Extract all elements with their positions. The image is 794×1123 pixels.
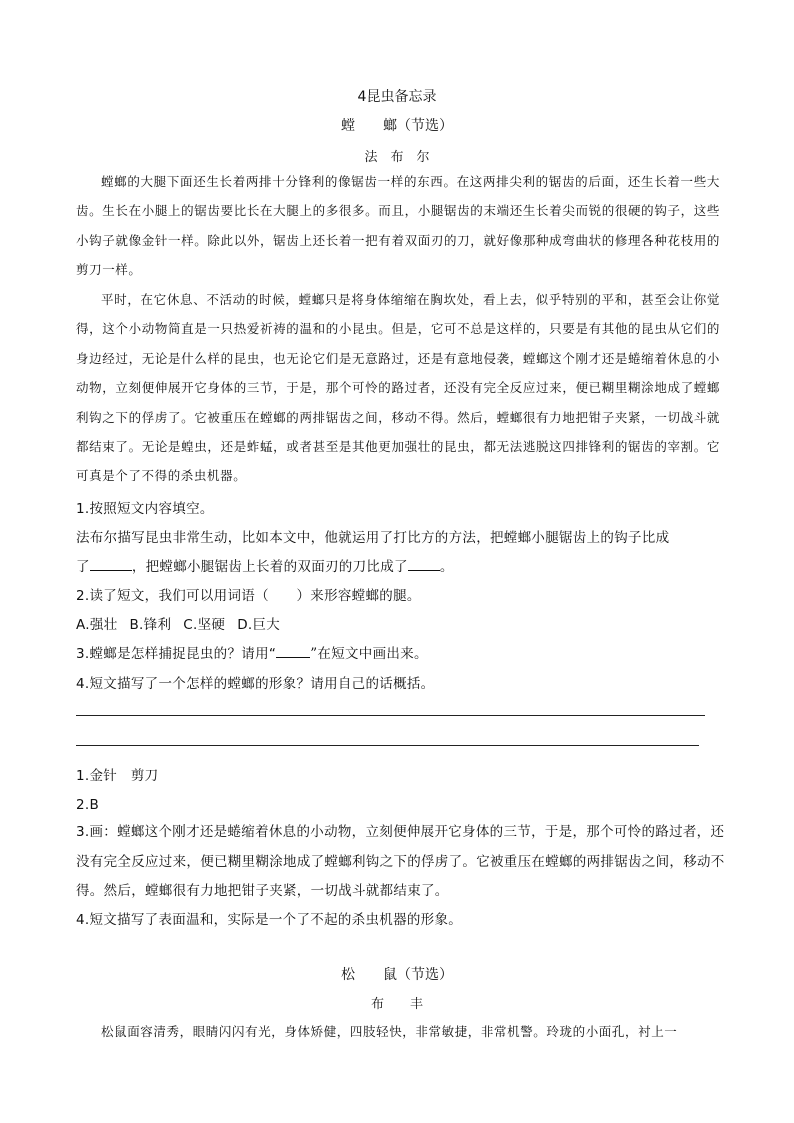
option-b[interactable]: B.锋利 bbox=[129, 617, 172, 633]
lesson-title: 4昆虫备忘录 bbox=[357, 89, 437, 105]
answer-4: 4.短文描写了表面温和，实际是一个了不起的杀虫机器的形象。 bbox=[76, 912, 463, 928]
question-3 bbox=[76, 642, 720, 662]
next-article-paragraph: 松鼠面容清秀，眼睛闪闪有光，身体矫健，四肢轻快，非常敏捷，非常机警。玲珑的小面孔，衬上一 bbox=[101, 1024, 678, 1039]
option-a[interactable]: A.强壮 bbox=[76, 617, 118, 633]
next-article-title: 松 鼠（节选） bbox=[341, 967, 453, 983]
question-2-options bbox=[76, 613, 720, 633]
article-author: 法 布 尔 bbox=[364, 150, 430, 165]
question-1-part-a: 了 bbox=[76, 559, 90, 575]
answer-2: 2.B bbox=[76, 797, 100, 813]
underline-sample bbox=[276, 643, 310, 658]
question-1-part-c: 。 bbox=[439, 559, 454, 575]
article-paragraph-1: 螳螂的大腿下面还生长着两排十分锋利的像锯齿一样的东西。在这两排尖利的锯齿的后面，还生长着一些大齿。生长在小腿上的锯齿要比长在大腿上的多很多。而且，小腿锯齿的末端还生长着尖而锐的很硬的钩子，这些小钩子就像金针一样。除此以外，锯齿上还长着一把有着双面刃的刀，就好像那种成弯曲状的修理各种花枝用的剪刀一样。 bbox=[76, 174, 720, 278]
answer-blank-2[interactable] bbox=[408, 556, 440, 571]
question-1-blanks bbox=[76, 555, 720, 575]
answer-3: 3.画：螳螂这个刚才还是蜷缩着休息的小动物，立刻便伸展开它身体的三节，于是，那个可怜的路过者，还没有完全反应过来，便已糊里糊涂地成了螳螂利钩之下的俘虏了。它被重压在螳螂的两排锯齿之间，移动不得。然后，螳螂很有力地把钳子夹紧，一切战斗就都结束了。 bbox=[76, 824, 725, 899]
question-1: 1.按照短文内容填空。 bbox=[76, 501, 214, 517]
question-4: 4.短文描写了一个怎样的螳螂的形象？请用自己的话概括。 bbox=[76, 676, 435, 692]
question-1-part-b: ，把螳螂小腿锯齿上长着的双面刃的刀比成了 bbox=[131, 559, 408, 575]
answer-blank-1[interactable] bbox=[90, 556, 132, 571]
question-3-part-a: 3.螳螂是怎样捕捉昆虫的？请用“ bbox=[76, 646, 277, 662]
question-1-text: 法布尔描写昆虫非常生动，比如本文中，他就运用了打比方的方法，把螳螂小腿锯齿上的钩子比成 bbox=[76, 530, 670, 546]
answer-line-1[interactable] bbox=[76, 715, 705, 716]
option-c[interactable]: C.坚硬 bbox=[183, 617, 226, 633]
article-title: 螳 螂（节选） bbox=[341, 118, 453, 134]
question-3-part-b: ”在短文中画出来。 bbox=[310, 646, 428, 662]
next-article-author: 布 丰 bbox=[370, 997, 423, 1012]
question-2: 2.读了短文，我们可以用词语（ ）来形容螳螂的腿。 bbox=[76, 588, 421, 604]
answer-1: 1.金针 剪刀 bbox=[76, 768, 159, 784]
article-paragraph-2: 平时，在它休息、不活动的时候，螳螂只是将身体缩缩在胸坎处，看上去，似乎特别的平和，甚至会让你觉得，这个小动物简直是一只热爱祈祷的温和的小昆虫。但是，它可不总是这样的，只要是有其他的昆虫从它们的身边经过，无论是什么样的昆虫，也无论它们是无意路过，还是有意地侵袭，螳螂这个刚才还是蜷缩着休息的小动物，立刻便伸展开它身体的三节，于是，那个可怜的路过者，还没有完全反应过来，便已糊里糊涂地成了螳螂利钩之下的俘虏了。它被重压在螳螂的两排锯齿之间，移动不得。然后，螳螂很有力地把钳子夹紧，一切战斗就都结束了。无论是蝗虫，还是蚱蜢，或者甚至是其他更加强壮的昆虫，都无法逃脱这四排锋利的锯齿的宰割。它可真是个了不得的杀虫机器。 bbox=[76, 292, 720, 484]
option-d[interactable]: D.巨大 bbox=[237, 617, 281, 633]
answer-line-2[interactable] bbox=[76, 745, 699, 746]
